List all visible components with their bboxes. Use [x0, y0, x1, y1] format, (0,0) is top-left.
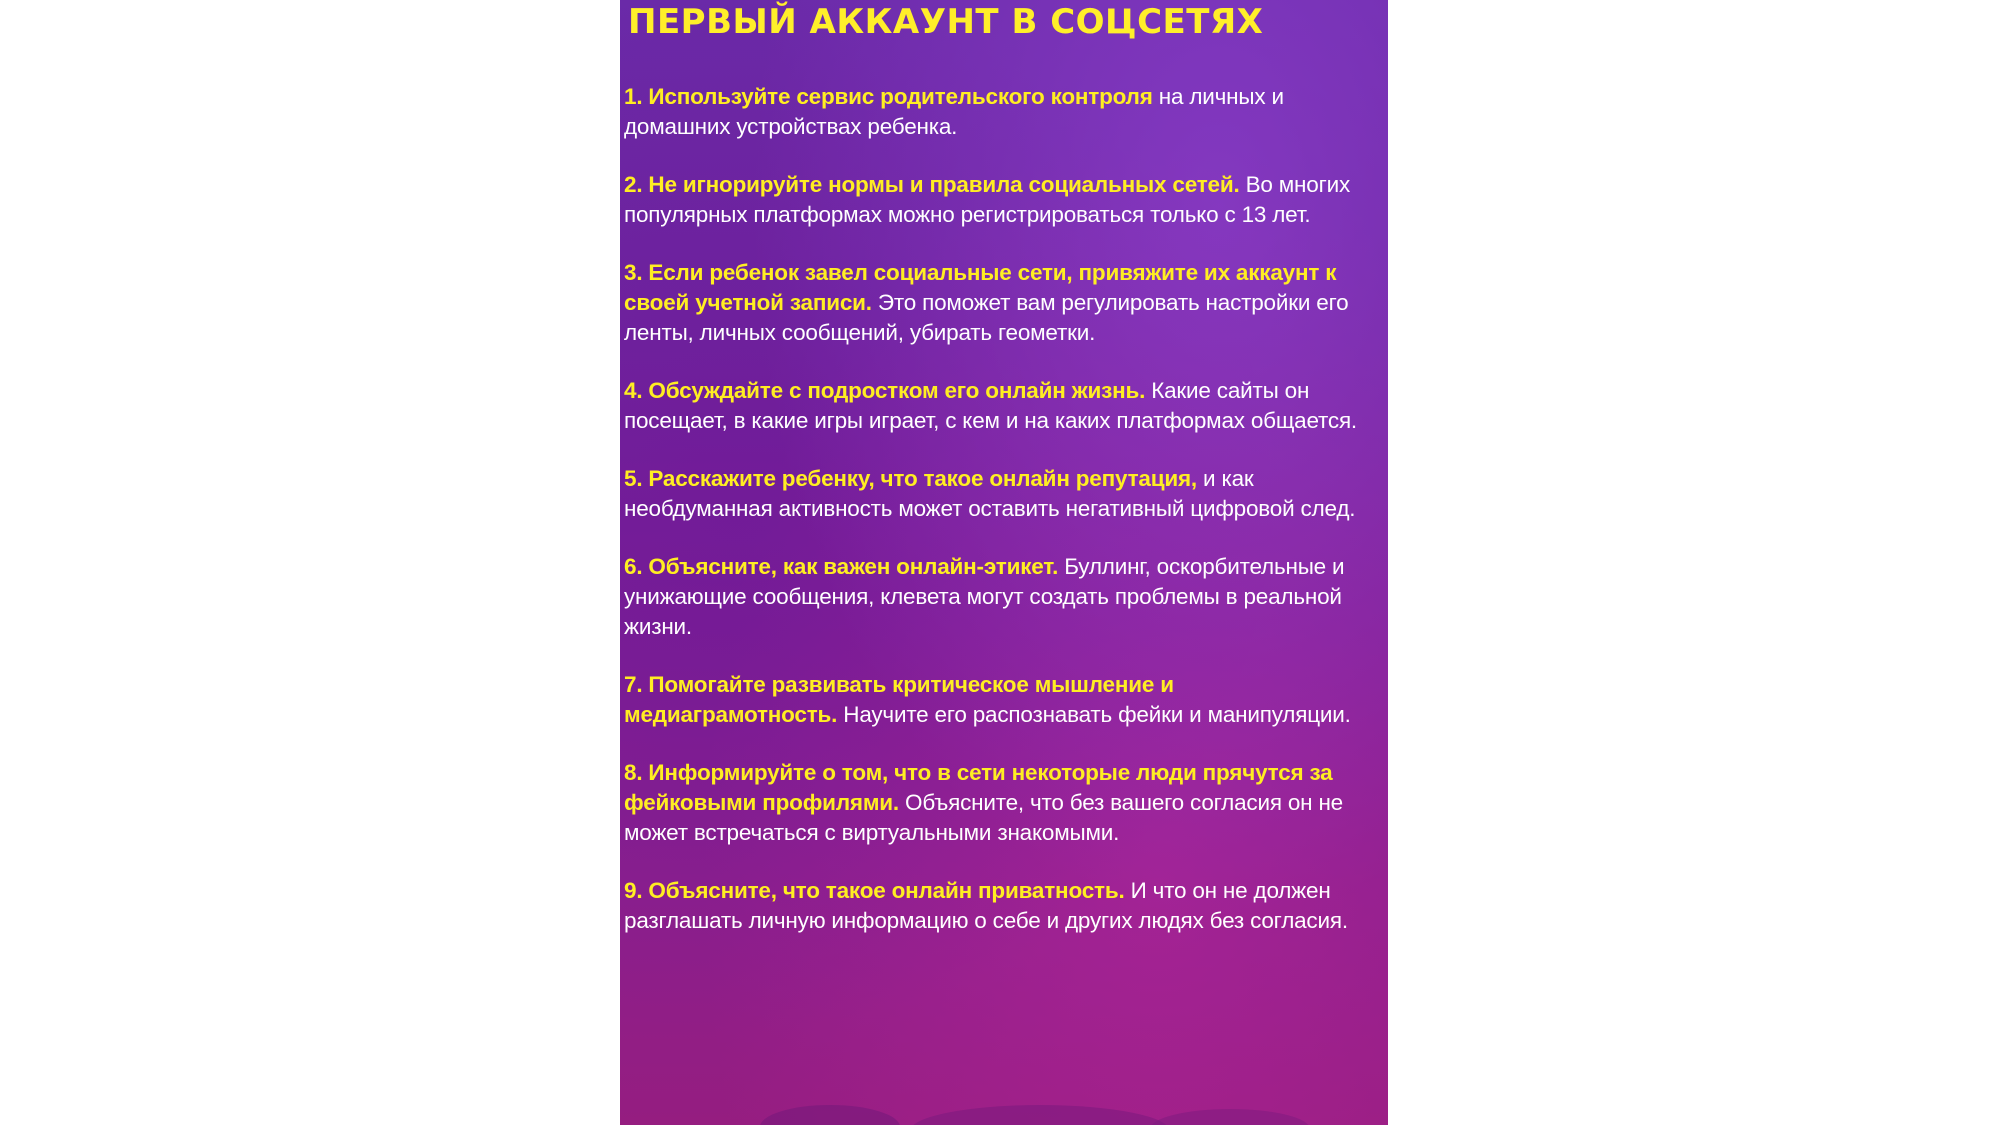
tip-lead: 1. Используйте сервис родительского контроля	[624, 84, 1153, 109]
tip-lead: 4. Обсуждайте с подростком его онлайн жизнь.	[624, 378, 1146, 403]
tip-lead: 9. Объясните, что такое онлайн приватность.	[624, 878, 1125, 903]
tip-item	[624, 758, 1368, 848]
infographic-poster	[620, 0, 1388, 1125]
tip-body: Научите его распознавать фейки и манипуляции.	[837, 702, 1351, 727]
decorative-bottom-shapes	[620, 1065, 1388, 1125]
tip-body: и как необдуманная активность может оставить негативный цифровой след.	[624, 466, 1356, 521]
tip-body: Объясните, что без вашего согласия он не может встречаться с виртуальными знакомыми.	[624, 790, 1343, 845]
tip-item	[624, 670, 1368, 730]
tip-lead: 6. Объясните, как важен онлайн-этикет.	[624, 554, 1059, 579]
tip-item	[624, 876, 1368, 936]
tip-item	[624, 376, 1368, 436]
tip-lead: 3. Если ребенок завел социальные сети, привяжите их аккаунт к своей учетной записи.	[624, 260, 1337, 315]
tip-body: Какие сайты он посещает, в какие игры играет, с кем и на каких платформах общается.	[624, 378, 1357, 433]
tip-lead: 8. Информируйте о том, что в сети некоторые люди прячутся за фейковыми профилями.	[624, 760, 1333, 815]
tip-body: Буллинг, оскорбительные и унижающие сообщения, клевета могут создать проблемы в реальной жизни.	[624, 554, 1345, 639]
tip-lead: 5. Расскажите ребенку, что такое онлайн репутация,	[624, 466, 1197, 491]
tip-item	[624, 258, 1368, 348]
tip-body: на личных и домашних устройствах ребенка.	[624, 84, 1284, 139]
tip-item	[624, 82, 1368, 142]
tip-item	[624, 170, 1368, 230]
tip-lead: 7. Помогайте развивать критическое мышление и медиаграмотность.	[624, 672, 1174, 727]
tip-item	[624, 464, 1368, 524]
poster-title: ПЕРВЫЙ АККАУНТ В СОЦСЕТЯХ	[628, 2, 1264, 42]
tip-body: И что он не должен разглашать личную информацию о себе и других людях без согласия.	[624, 878, 1348, 933]
tip-lead: 2. Не игнорируйте нормы и правила социальных сетей.	[624, 172, 1240, 197]
tips-list	[624, 82, 1368, 964]
tip-body: Во многих популярных платформах можно регистрироваться только с 13 лет.	[624, 172, 1351, 227]
tip-body: Это поможет вам регулировать настройки его ленты, личных сообщений, убирать геометки.	[624, 290, 1349, 345]
tip-item	[624, 552, 1368, 642]
